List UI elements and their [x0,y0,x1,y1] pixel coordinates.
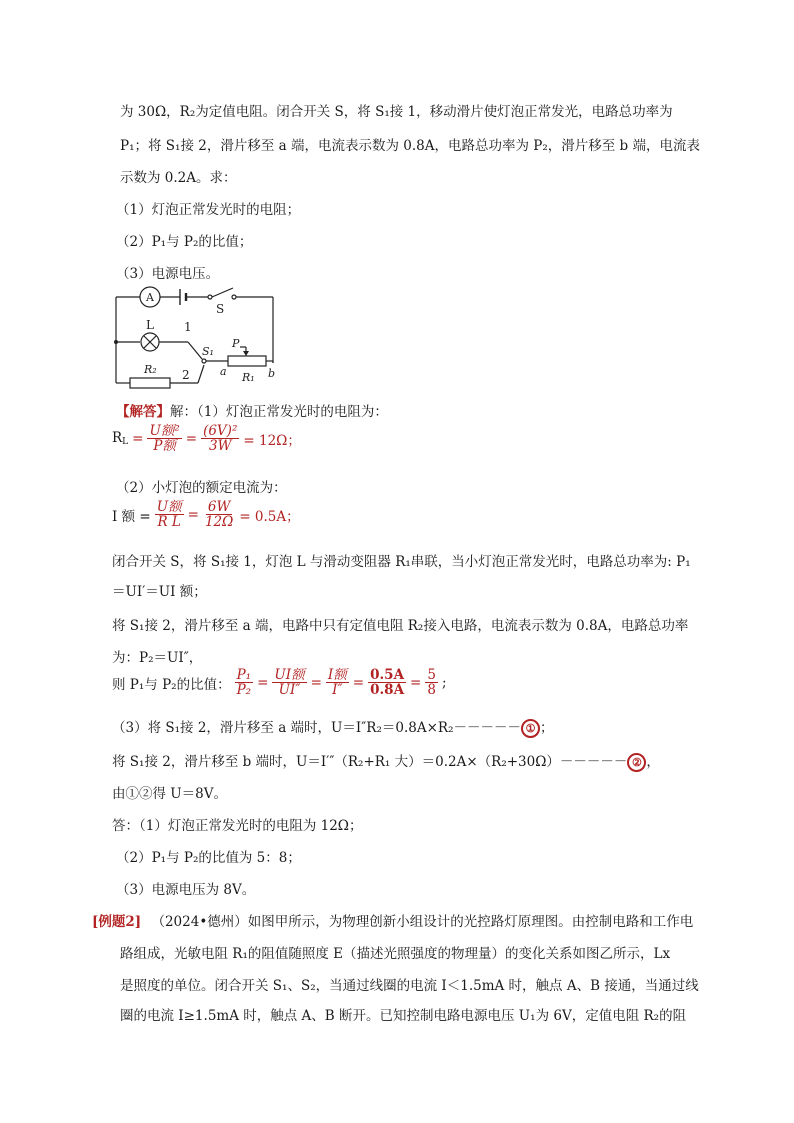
i-fraction-1: $\frac{\text{U额}}{\text{R L}}$ [156,499,182,530]
end-b-label: b [268,367,276,380]
problem-line-2: P₁；将 S₁接 2，滑片移至 a 端，电流表示数为 0.8A，电路总功率为 P₂，滑片移至 b 端，电流表 [120,138,700,154]
solution-intro-line [116,400,388,420]
s1-label: S₁ [202,345,214,358]
question-2: （2）P₁与 P₂的比值； [116,234,253,250]
answer-1: 答：（1）灯泡正常发光时的电阻为 12Ω； [112,818,363,834]
rl-fraction-2: $\frac{\text{(6V)²}}{3W}$ [203,423,238,454]
circuit-diagram [108,285,283,390]
example2-tag: [例题2] [92,914,142,930]
para1-line2: ＝UI′＝UI 额； [112,584,207,600]
example2-line1 [92,910,693,930]
solution-tag: 【解答】 [116,404,170,420]
example2-text-1: （2024•德州）如图甲所示，为物理创新小组设计的光控路灯原理图。由控制电路和工作电 [151,914,694,930]
switch-s-label: S [216,302,225,316]
question-3: （3）电源电压。 [116,266,220,282]
para2-line2: 为：P₂＝UI″， [112,650,203,666]
para1-line1: 闭合开关 S，将 S₁接 1，灯泡 L 与滑动变阻器 R₁串联，当小灯泡正常发光时，电路总功率为: P₁ [112,554,691,570]
ratio-fraction-2: $\frac{\text{UI额}}{UI''}$ [274,667,305,698]
part3-line3: 由①②得 U＝8V。 [112,786,228,802]
rl-equals: = [132,430,144,447]
i-fraction-2: $\frac{6W}{12\Omega}$ [204,499,234,530]
rl-result: = 12Ω； [243,432,301,449]
solution-intro: 解：（1）灯泡正常发光时的电阻为： [170,404,388,420]
rated-current-equation: I 额 = $\frac{\text{U额}}{\text{R L}}$ = $\frac{6W}{12\Omega}$ = 0.5A； [112,499,300,530]
r1-symbol [228,356,266,366]
ammeter-label: A [146,291,154,304]
s1-position-1-label: 1 [184,320,192,334]
equation-marker-1: ① [521,719,540,738]
ratio-fraction-3: $\frac{\text{I额}}{I''}$ [327,667,347,698]
part3-line1: （3）将 S₁接 2，滑片移至 a 端时，U＝I″R₂＝0.8A×R₂－－－－－ ① ； [112,720,554,736]
i-result: = 0.5A； [239,508,300,525]
example2-line2: 路组成，光敏电阻 R₁的阻值随照度 E（描述光照强度的物理量）的变化关系如图乙所示，Lx [120,946,671,962]
example2-line3: 是照度的单位。闭合开关 S₁、S₂，当通过线圈的电流 I＜1.5mA 时，触点 A、B 接通，当通过线 [120,978,699,994]
ratio-fraction-5: $\frac{5}{8}$ [427,667,436,698]
lamp-label: L [146,318,154,332]
ratio-fraction-1: $\frac{\text{P₁}}{\text{P₂}}$ [236,667,252,698]
part3-line2: 将 S₁接 2，滑片移至 b 端时，U＝I′″（R₂+R₁ 大）＝0.2A×（R₂+30Ω）－－－－－ ② ， [112,754,660,770]
rl-symbol: R [112,430,123,446]
part3-line2-text: 将 S₁接 2，滑片移至 b 端时，U＝I′″（R₂+R₁ 大）＝0.2A×（R₂+30Ω）－－－－－ [112,754,628,770]
para2-line1: 将 S₁接 2，滑片移至 a 端，电路中只有定值电阻 R₂接入电路，电流表示数为 0.8A，电路总功率 [112,618,689,634]
rl-fraction-1: $\frac{\text{U额²}}{\text{P额}}$ [149,423,180,454]
ratio-lhs: 则 P₁与 P₂的比值： [112,676,231,693]
part3-line1-text: （3）将 S₁接 2，滑片移至 a 端时，U＝I″R₂＝0.8A×R₂－－－－－ [112,720,521,736]
answer-3: （3）电源电压为 8V。 [116,882,256,898]
rl-subscript: L [122,437,129,447]
question-1: （1）灯泡正常发光时的电阻； [116,202,301,218]
example2-line4: 圈的电流 I≥1.5mA 时，触点 A、B 断开。已知控制电路电源电压 U₁为 6V，定值电阻 R₂的阻 [120,1008,687,1024]
problem-line-3: 示数为 0.2A。求： [120,170,237,186]
ratio-fraction-4: $\frac{0.5A}{0.8A}$ [370,667,405,698]
r2-symbol [130,378,170,388]
slider-p-label: P [232,337,240,350]
rl-equation: $R_L$ = $\frac{\text{U额²}}{\text{P额}}$ = $\frac{\text{(6V)²}}{3W}$ = 12Ω； [112,423,301,454]
answer-2: （2）P₁与 P₂的比值为 5：8； [116,850,301,866]
equation-marker-2: ② [627,753,646,772]
ratio-equation: 则 P₁与 P₂的比值： $\frac{\text{P₁}}{\text{P₂}}$ = $\frac{\text{UI额}}{UI''}$ = $\frac{\text{I额}}{I''}$ = $\frac{0.5A}{0.8A}$ = $\frac{5}{8}$ ; [112,667,447,698]
r1-label: R₁ [242,371,255,384]
problem-line-1: 为 30Ω，R₂为定值电阻。闭合开关 S，将 S₁接 1，移动滑片使灯泡正常发光，电路总功率为 [120,104,673,120]
i-rated-lhs: I 额 = [112,508,151,525]
r2-label: R₂ [144,363,157,376]
s1-position-2-label: 2 [182,368,190,382]
end-a-label: a [220,365,227,378]
part2-intro: （2）小灯泡的额定电流为： [116,480,287,496]
